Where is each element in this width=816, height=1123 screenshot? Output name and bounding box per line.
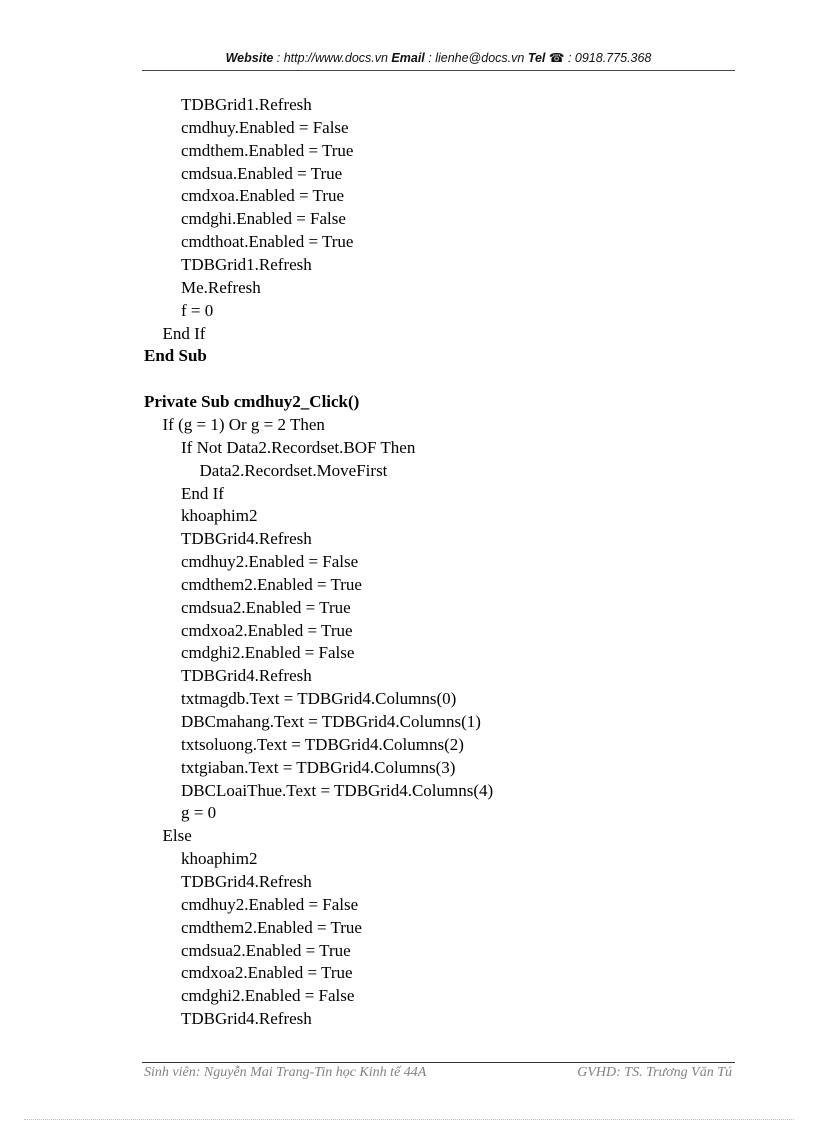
code-line: cmdxoa.Enabled = True [181, 186, 345, 206]
code-line: f = 0 [181, 300, 214, 320]
code-line: TDBGrid4.Refresh [181, 871, 312, 891]
code-line: If Not Data2.Recordset.BOF Then [181, 437, 416, 457]
code-line: txtmagdb.Text = TDBGrid4.Columns(0) [181, 689, 457, 709]
email-value: : lienhe@docs.vn [424, 51, 528, 65]
email-label: Email [391, 51, 425, 65]
code-line: Me.Refresh [181, 277, 261, 297]
code-line: cmdghi2.Enabled = False [181, 643, 355, 663]
code-line: Else [162, 826, 192, 846]
code-line: cmdthem.Enabled = True [181, 140, 354, 160]
code-line: DBCLoaiThue.Text = TDBGrid4.Columns(4) [181, 780, 494, 800]
code-line: txtgiaban.Text = TDBGrid4.Columns(3) [181, 757, 456, 777]
code-line: cmdxoa2.Enabled = True [181, 620, 353, 640]
code-line: End Sub [144, 346, 207, 366]
code-line: cmdxoa2.Enabled = True [181, 963, 353, 983]
code-line: End If [181, 483, 224, 503]
code-line: DBCmahang.Text = TDBGrid4.Columns(1) [181, 712, 481, 731]
code-line: cmdghi.Enabled = False [181, 209, 346, 229]
footer-student: Sinh viên: Nguyễn Mai Trang-Tin học Kinh tế 44A [144, 1065, 427, 1080]
code-line: khoaphim2 [181, 506, 258, 526]
footer-advisor: GVHD: TS. Trương Văn Tú [577, 1065, 732, 1080]
page-header [142, 50, 735, 65]
code-line: Data2.Recordset.MoveFirst [199, 460, 388, 480]
code-line: cmdthoat.Enabled = True [181, 232, 354, 252]
tel-value: : 0918.775.368 [564, 51, 652, 65]
tel-label: Tel [527, 51, 546, 65]
code-line: cmdsua2.Enabled = True [181, 940, 351, 960]
phone-icon: ☎ [548, 51, 565, 65]
footer-divider [142, 1062, 735, 1063]
code-line: TDBGrid1.Refresh [181, 255, 312, 274]
code-line: TDBGrid4.Refresh [181, 1009, 312, 1028]
code-line: khoaphim2 [181, 849, 258, 869]
code-line: cmdhuy2.Enabled = False [181, 552, 359, 571]
code-line: g = 0 [181, 803, 217, 823]
code-line: If (g = 1) Or g = 2 Then [162, 414, 325, 434]
website-label: Website [225, 51, 274, 65]
code-line: cmdghi2.Enabled = False [181, 986, 355, 1006]
code-line: Private Sub cmdhuy2_Click() [144, 392, 360, 412]
code-line: cmdthem2.Enabled = True [181, 574, 362, 594]
website-value: : http://www.docs.vn [273, 51, 392, 65]
code-line: txtsoluong.Text = TDBGrid4.Columns(2) [181, 734, 464, 754]
code-line: End If [162, 323, 206, 343]
code-line: TDBGrid4.Refresh [181, 666, 312, 686]
code-line: cmdhuy.Enabled = False [181, 117, 349, 137]
code-line: cmdhuy2.Enabled = False [181, 894, 359, 914]
header-divider [142, 70, 735, 71]
page-bottom-border [24, 1119, 794, 1120]
code-line: cmdsua2.Enabled = True [181, 597, 351, 617]
code-line: cmdsua.Enabled = True [181, 163, 343, 183]
code-line: TDBGrid4.Refresh [181, 529, 312, 549]
code-line: cmdthem2.Enabled = True [181, 917, 362, 937]
code-line: TDBGrid1.Refresh [181, 95, 312, 114]
